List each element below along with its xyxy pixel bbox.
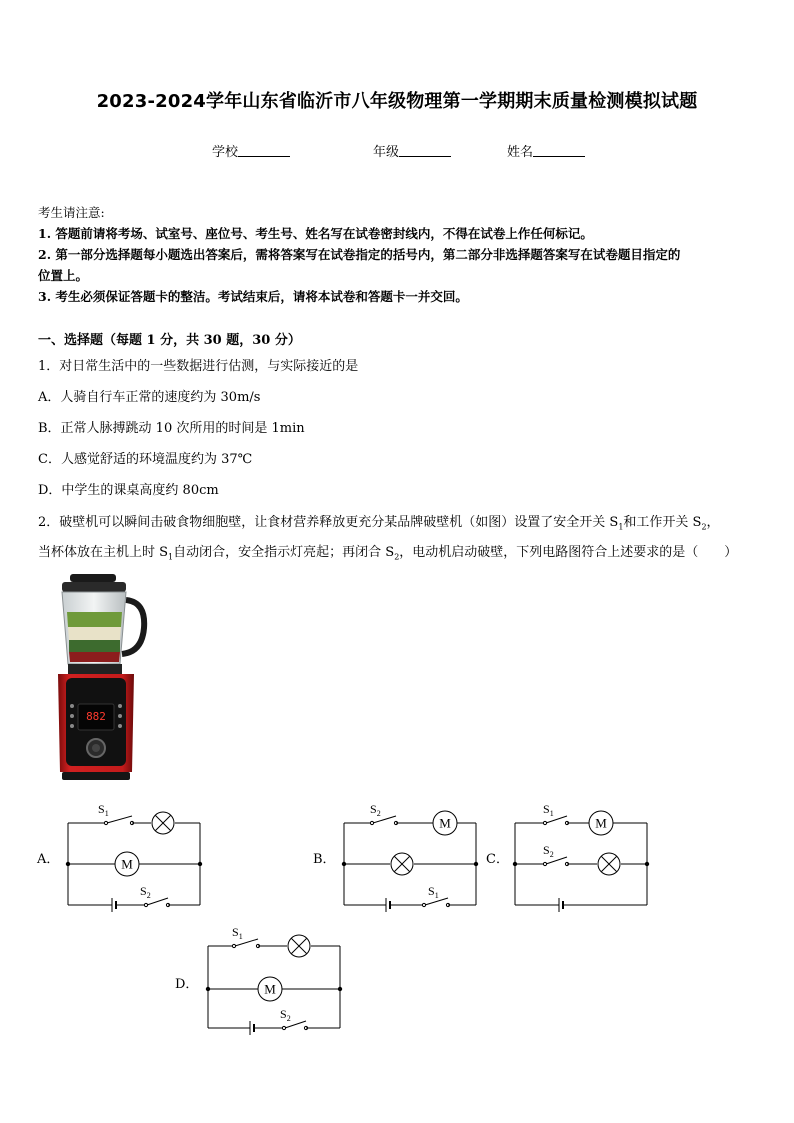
- switch-s1: [420, 884, 452, 907]
- motor-label: M: [439, 815, 451, 831]
- notice-item-2-cont: 位置上。: [38, 268, 89, 283]
- motor-label: M: [595, 815, 607, 831]
- circuit-c: [507, 800, 657, 915]
- motor-symbol: [433, 811, 457, 835]
- name-blank[interactable]: [533, 144, 585, 157]
- school-field: [212, 141, 290, 160]
- q1-option-a: A．人骑自行车正常的速度约为 30m/s: [38, 390, 261, 405]
- q2-option-b-label: B．: [313, 852, 336, 867]
- q2-option-d-label: D．: [175, 977, 199, 992]
- switch-s2: [280, 1007, 310, 1030]
- section-heading: 一、选择题（每题 1 分，共 30 题，30 分）: [38, 333, 301, 348]
- switch-label: $S_1$: [232, 925, 243, 941]
- q1-option-b: B．正常人脉搏跳动 10 次所用的时间是 1min: [38, 421, 305, 436]
- grade-blank[interactable]: [399, 144, 451, 157]
- q1-option-d: D．中学生的课桌高度约 80cm: [38, 483, 219, 498]
- switch-s2: [140, 884, 172, 907]
- motor-symbol: [258, 977, 282, 1001]
- q2-option-a-label: A．: [37, 852, 60, 867]
- q2-stem-line2: 当杯体放在主机上时 $S_1$自动闭合，安全指示灯亮起；再闭合 $S_2$，电动机启动破壁，下列电路图符合上述要求的是（ ）: [38, 545, 738, 562]
- motor-label: M: [121, 856, 133, 872]
- name-label: 姓名: [507, 145, 534, 160]
- lamp-symbol: [391, 853, 413, 875]
- battery-symbol: [112, 898, 116, 912]
- switch-label: $S_2$: [543, 843, 554, 859]
- grade-label: 年级: [373, 145, 400, 160]
- q2-option-c-label: C．: [486, 852, 509, 867]
- circuit-a: [60, 800, 210, 915]
- grade-field: [373, 141, 451, 160]
- battery-symbol: [250, 1021, 254, 1035]
- notice-heading: 考生请注意:: [38, 205, 105, 220]
- battery-symbol: [559, 898, 563, 912]
- switch-label: $S_1$: [543, 802, 554, 818]
- switch-s2: [541, 843, 571, 866]
- switch-label: $S_2$: [370, 802, 381, 818]
- notice-item-1: 1. 答题前请将考场、试室号、座位号、考生号、姓名写在试卷密封线内，不得在试卷上作任何标记。: [38, 226, 593, 241]
- lamp-symbol: [598, 853, 620, 875]
- display-readout: 882: [86, 710, 106, 723]
- switch-s1: [98, 802, 136, 825]
- switch-s1: [541, 802, 571, 825]
- lamp-symbol: [152, 812, 174, 834]
- q2-stem-line1: 2．破壁机可以瞬间击破食物细胞壁，让食材营养释放更充分某品牌破壁机（如图）设置了安全开关 $S_1$和工作开关 $S_2$，: [38, 515, 720, 532]
- q1-option-c: C．人感觉舒适的环境温度约为 37℃: [38, 452, 253, 467]
- notice-item-3: 3. 考生必须保证答题卡的整洁。考试结束后，请将本试卷和答题卡一并交回。: [38, 289, 468, 304]
- switch-label: $S_1$: [428, 884, 439, 900]
- motor-symbol: [115, 852, 139, 876]
- switch-label: $S_2$: [280, 1007, 291, 1023]
- switch-label: $S_2$: [140, 884, 151, 900]
- school-blank[interactable]: [238, 144, 290, 157]
- circuit-b: [336, 800, 486, 915]
- switch-s2: [368, 802, 400, 825]
- switch-label: $S_1$: [98, 802, 109, 818]
- circuit-d: [200, 925, 350, 1040]
- blender-image: [48, 572, 150, 784]
- school-label: 学校: [212, 145, 239, 160]
- switch-s1: [230, 925, 262, 948]
- motor-label: M: [264, 981, 276, 997]
- name-field: [507, 141, 585, 160]
- battery-symbol: [386, 898, 390, 912]
- lamp-symbol: [288, 935, 310, 957]
- notice-item-2: 2. 第一部分选择题每小题选出答案后，需将答案写在试卷指定的括号内，第二部分非选择题答案写在试卷题目指定的: [38, 247, 681, 262]
- q1-stem: 1．对日常生活中的一些数据进行估测，与实际接近的是: [38, 359, 359, 374]
- page-title: 2023-2024学年山东省临沂市八年级物理第一学期期末质量检测模拟试题: [96, 91, 698, 112]
- motor-symbol: [589, 811, 613, 835]
